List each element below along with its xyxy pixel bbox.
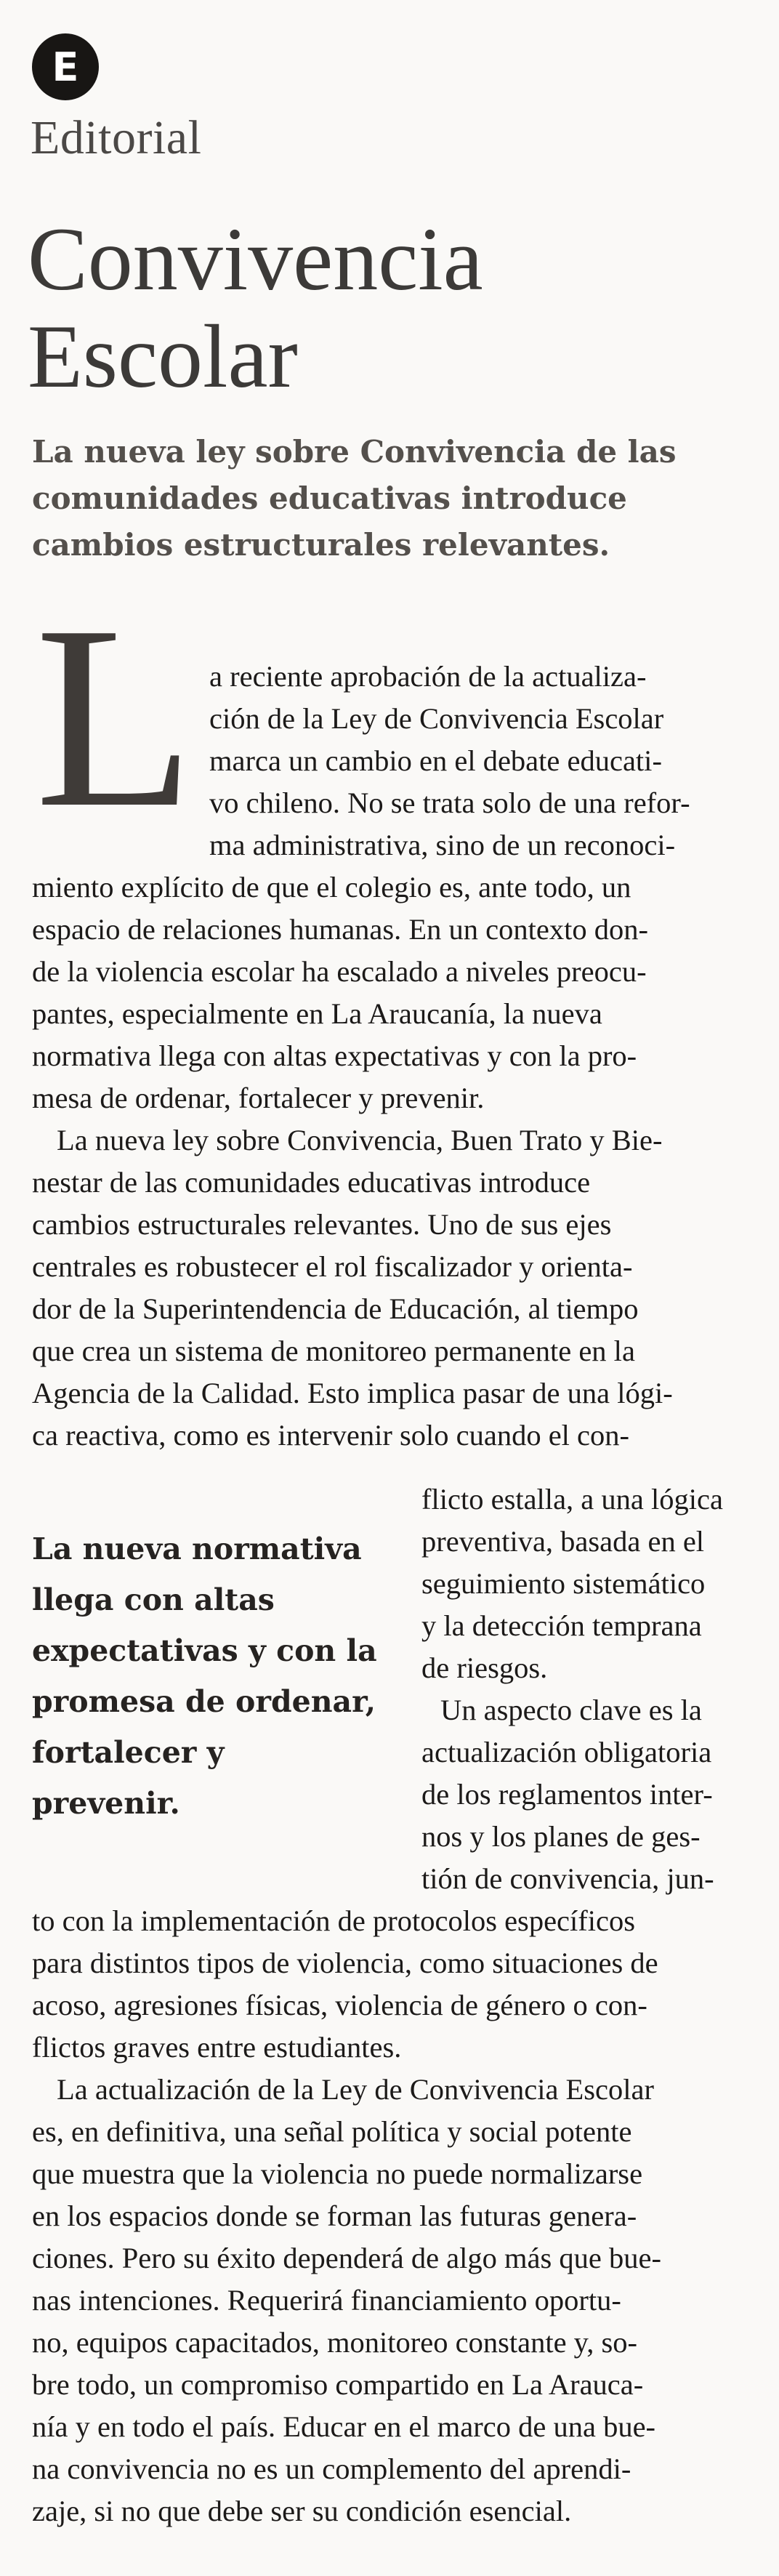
headline-line: Escolar (28, 307, 298, 406)
body-line: preventiva, basada en el (421, 1525, 705, 1558)
body-line: en los espacios donde se forman las futuras genera- (32, 2199, 637, 2232)
pull-quote-line: prevenir. (32, 1786, 180, 1821)
lead-line: cambios estructurales relevantes. (32, 527, 610, 563)
body-line: ciones. Pero su éxito dependerá de algo más que bue- (32, 2242, 661, 2274)
body-line: na convivencia no es un complemento del aprendi- (32, 2452, 631, 2485)
body-line: to con la implementación de protocolos específicos (32, 1904, 635, 1937)
body-line: marca un cambio en el debate educati- (209, 744, 662, 777)
body-line: cambios estructurales relevantes. Uno de sus ejes (32, 1208, 612, 1241)
pull-quote-line: expectativas y con la (32, 1633, 377, 1668)
body-line: espacio de relaciones humanas. En un contexto don- (32, 913, 648, 946)
body-line: bre todo, un compromiso compartido en La Arauca- (32, 2368, 644, 2401)
body-line: seguimiento sistemático (421, 1567, 706, 1600)
body-line: La nueva ley sobre Convivencia, Buen Trato y Bie- (57, 1124, 663, 1156)
pull-quote-line: La nueva normativa (32, 1531, 362, 1566)
body-line: Agencia de la Calidad. Esto implica pasar de una lógi- (32, 1377, 673, 1409)
body-line: flicto estalla, a una lógica (421, 1483, 723, 1516)
body-line: de riesgos. (421, 1651, 548, 1684)
body-line: ma administrativa, sino de un reconoci- (209, 829, 676, 861)
body-line: actualización obligatoria (421, 1736, 712, 1768)
body-line: de los reglamentos inter- (421, 1778, 713, 1811)
body-line: que crea un sistema de monitoreo permanente en la (32, 1335, 635, 1367)
body-line: centrales es robustecer el rol fiscalizador y orienta- (32, 1250, 633, 1283)
lead-line: La nueva ley sobre Convivencia de las (32, 434, 677, 470)
lead-paragraph (32, 429, 737, 568)
pull-quote-line: promesa de ordenar, (32, 1684, 376, 1719)
lead-line: comunidades educativas introduce (32, 480, 627, 516)
body-line: acoso, agresiones físicas, violencia de género o con- (32, 1989, 647, 2021)
pull-quote-line: llega con altas (32, 1582, 275, 1617)
pull-quote-line: fortalecer y (32, 1735, 225, 1770)
body-line: de la violencia escolar ha escalado a niveles preocu- (32, 955, 647, 988)
body-line: ción de la Ley de Convivencia Escolar (209, 702, 664, 735)
body-line: zaje, si no que debe ser su condición esencial. (32, 2495, 572, 2527)
section-badge-icon: E (32, 33, 99, 100)
body-line: ca reactiva, como es intervenir solo cuando el con- (32, 1419, 630, 1452)
headline (28, 211, 740, 406)
body-line: normativa llega con altas expectativas y con la pro- (32, 1039, 637, 1072)
body-line: mesa de ordenar, fortalecer y prevenir. (32, 1082, 485, 1114)
drop-cap: L (35, 571, 195, 861)
body-line: vo chileno. No se trata solo de una refor- (209, 786, 690, 819)
body-line: nas intenciones. Requerirá financiamiento oportu- (32, 2284, 621, 2317)
body-line: no, equipos capacitados, monitoreo constante y, so- (32, 2326, 638, 2359)
body-line: nestar de las comunidades educativas introduce (32, 1166, 591, 1199)
body-line: Un aspecto clave es la (440, 1694, 702, 1726)
body-line: nía y en todo el país. Educar en el marco de una bue- (32, 2410, 656, 2443)
body-line: dor de la Superintendencia de Educación, al tiempo (32, 1292, 639, 1325)
section-label: Editorial (31, 111, 202, 164)
body-line: a reciente aprobación de la actualiza- (209, 660, 647, 693)
pull-quote (32, 1524, 385, 1829)
body-line: flictos graves entre estudiantes. (32, 2031, 402, 2064)
body-line: La actualización de la Ley de Convivencia Escolar (57, 2073, 654, 2106)
body-line: pantes, especialmente en La Araucanía, la nueva (32, 997, 602, 1030)
body-line: y la detección temprana (421, 1609, 702, 1642)
body-line: es, en definitiva, una señal política y social potente (32, 2115, 632, 2148)
headline-line: Convivencia (28, 209, 483, 309)
body-line: que muestra que la violencia no puede normalizarse (32, 2157, 643, 2190)
body-line: para distintos tipos de violencia, como situaciones de (32, 1947, 658, 1979)
body-line: miento explícito de que el colegio es, ante todo, un (32, 871, 631, 903)
body-line: tión de convivencia, jun- (421, 1862, 714, 1895)
body-line: nos y los planes de ges- (421, 1820, 701, 1853)
